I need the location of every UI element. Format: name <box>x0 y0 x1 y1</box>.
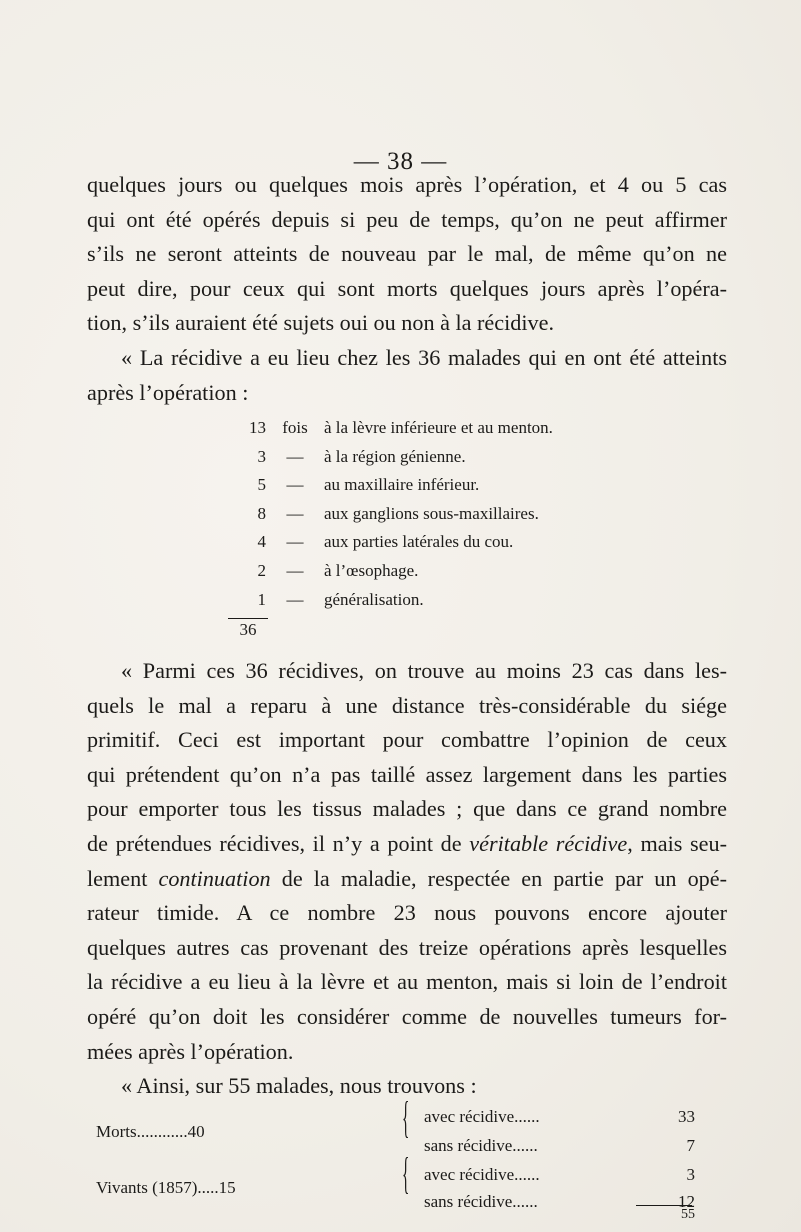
text-line: opéré qu’on doit les considérer comme de nouvelles tumeurs for- <box>87 1003 727 1029</box>
summary-morts-label: Morts............40 <box>96 1122 205 1141</box>
summary-total: 55 <box>681 1207 695 1222</box>
recurrence-unit: — <box>286 446 304 466</box>
summary-row-value: 12 <box>678 1192 695 1211</box>
text-line: « Parmi ces 36 récidives, on trouve au moins 23 cas dans les- <box>121 658 727 683</box>
recurrence-location: aux ganglions sous-maxillaires. <box>324 503 539 523</box>
sum-rule <box>228 618 268 619</box>
recurrence-list <box>222 414 682 614</box>
recurrence-total: 36 <box>239 620 257 639</box>
list-item <box>222 586 682 615</box>
summary-row-value: 3 <box>686 1165 695 1184</box>
recurrence-unit: — <box>286 560 304 580</box>
text-line: rateur timide. A ce nombre 23 nous pouvons encore ajouter <box>87 900 727 926</box>
recurrence-count: 4 <box>257 532 266 552</box>
text-line: peut dire, pour ceux qui sont morts quelques jours après l’opéra- <box>87 275 727 301</box>
summary-row-label: sans récidive...... <box>424 1192 538 1211</box>
paragraph-1 <box>87 168 727 341</box>
list-item <box>222 443 682 472</box>
text-line <box>87 827 727 862</box>
emphasis: véritable récidive <box>469 830 628 856</box>
recurrence-count: 2 <box>257 560 266 580</box>
text-run: lement <box>87 865 159 891</box>
text-line: mées après l’opération. <box>87 1038 294 1064</box>
text-run: de prétendues récidives, il n’y a point de <box>87 830 470 856</box>
text-line: pour emporter tous les tissus malades ; que dans ce grand nombre <box>87 796 727 822</box>
recurrence-unit: — <box>286 589 304 609</box>
summary-row-value: 7 <box>686 1136 695 1155</box>
text-line: s’ils ne seront atteints de nouveau par le mal, de même qu’on ne <box>87 241 727 267</box>
paragraph-3 <box>87 654 727 1069</box>
text-line: qui prétendent qu’on n’a pas taillé assez largement dans les parties <box>87 761 727 787</box>
recurrence-location: aux parties latérales du cou. <box>324 532 514 552</box>
text-line: la récidive a eu lieu à la lèvre et au menton, mais si loin de l’endroit <box>87 969 727 995</box>
summary-row-value: 33 <box>678 1107 695 1126</box>
summary-vivants-label: Vivants (1857).....15 <box>96 1178 236 1197</box>
text-line: « La récidive a eu lieu chez les 36 malades qui en ont été atteints <box>121 345 727 370</box>
text-line: après l’opération : <box>87 379 249 405</box>
recurrence-count: 8 <box>257 503 266 523</box>
emphasis: continuation <box>158 865 271 891</box>
summary-row-label: sans récidive...... <box>424 1136 538 1155</box>
recurrence-location: à l’œsophage. <box>324 560 419 580</box>
summary-row-label: avec récidive...... <box>424 1165 540 1184</box>
recurrence-count: 1 <box>257 589 266 609</box>
list-item <box>222 500 682 529</box>
text-line: tion, s’ils auraient été sujets oui ou non à la récidive. <box>87 310 555 336</box>
recurrence-location: généralisation. <box>324 589 424 609</box>
sum-rule <box>636 1205 692 1206</box>
text-run: de la maladie, respectée en partie par un opé- <box>270 865 727 891</box>
text-line: quelques jours ou quelques mois après l’opération, et 4 ou 5 cas <box>87 172 727 197</box>
recurrence-count: 13 <box>249 418 266 437</box>
text-line: quelques autres cas provenant des treize opérations après lesquelles <box>87 934 727 960</box>
recurrence-count: 5 <box>257 475 266 495</box>
text-line: quels le mal a reparu à une distance très-considérable du siége <box>87 692 727 718</box>
text-line: qui ont été opérés depuis si peu de temps, qu’on ne peut affirmer <box>87 206 727 232</box>
recurrence-count: 3 <box>257 446 266 466</box>
recurrence-location: au maxillaire inférieur. <box>324 475 480 495</box>
brace-glyph: { <box>402 1149 410 1198</box>
summary-row-label: avec récidive...... <box>424 1107 540 1126</box>
recurrence-unit: — <box>286 475 304 495</box>
text-run: , mais seu- <box>627 830 728 856</box>
recurrence-unit: — <box>286 503 304 523</box>
text-line <box>87 862 727 897</box>
brace-glyph: { <box>402 1093 410 1142</box>
recurrence-unit: fois <box>282 418 308 437</box>
text-line: primitif. Ceci est important pour combattre l’opinion de ceux <box>87 727 727 753</box>
page-number: — 38 — <box>353 148 448 175</box>
list-item <box>222 528 682 557</box>
paragraph-2 <box>87 341 727 410</box>
recurrence-location: à la région génienne. <box>324 446 466 466</box>
list-item <box>222 471 682 500</box>
recurrence-location: à la lèvre inférieure et au menton. <box>324 418 553 437</box>
recurrence-unit: — <box>286 532 304 552</box>
list-item <box>222 557 682 586</box>
list-item <box>222 414 682 443</box>
text-line: « Ainsi, sur 55 malades, nous trouvons : <box>121 1073 477 1098</box>
